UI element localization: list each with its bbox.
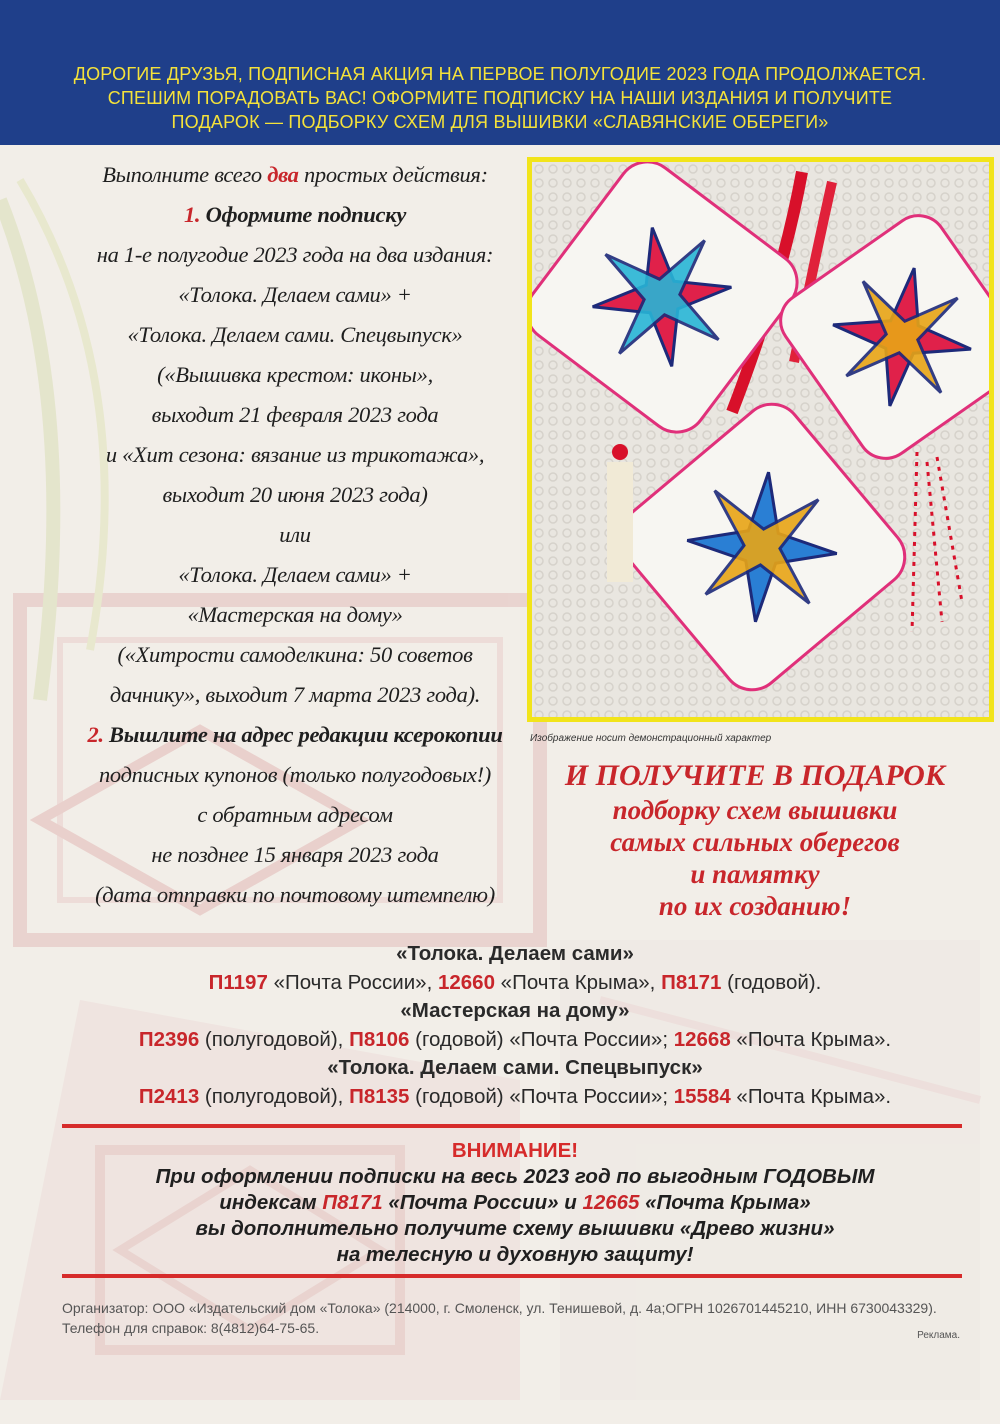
gift-line: самых сильных оберегов	[610, 827, 900, 857]
step-line: на 1-е полугодие 2023 года на два издания:	[96, 242, 494, 267]
step-line: или	[279, 522, 311, 547]
step-line: не позднее 15 января 2023 года	[151, 842, 439, 867]
index-code: 12668	[673, 1027, 731, 1051]
index-code: 12665	[582, 1191, 640, 1214]
header-text	[60, 62, 940, 134]
divider-bottom	[62, 1274, 962, 1278]
index-line	[40, 1026, 990, 1055]
attention-line: вы дополнительно получите схему вышивки «Древо жизни»	[195, 1217, 835, 1240]
index-code: П8135	[349, 1084, 410, 1108]
index-code: П8106	[349, 1027, 410, 1051]
step1-title: Оформите подписку	[200, 202, 407, 227]
step-line: дачнику», выходит 7 марта 2023 года).	[109, 682, 481, 707]
gift-line: по их созданию!	[658, 891, 852, 921]
steps-intro-text: Выполните всего	[102, 162, 268, 187]
index-text: «Почта России»,	[267, 970, 438, 994]
index-line	[40, 1083, 990, 1112]
step-line: и «Хит сезона: вязание из трикотажа»,	[105, 442, 485, 467]
index-text: «Почта Крыма».	[730, 1027, 892, 1051]
step-line: с обратным адресом	[197, 802, 393, 827]
embroidered-amulets-image	[532, 162, 989, 717]
index-code: 12660	[437, 970, 495, 994]
header-line: ПОДАРОК — ПОДБОРКУ СХЕМ ДЛЯ ВЫШИВКИ «СЛАВЯНСКИЕ ОБЕРЕГИ»	[171, 112, 829, 132]
attention-block	[60, 1138, 970, 1268]
attention-text: индексам	[219, 1191, 323, 1214]
header-banner	[0, 0, 1000, 145]
index-line	[40, 969, 990, 998]
attention-line: При оформлении подписки на весь 2023 год по выгодным ГОДОВЫМ	[155, 1165, 875, 1188]
steps-intro-highlight: два	[267, 162, 299, 187]
step1-heading	[55, 195, 535, 235]
index-code: 15584	[673, 1084, 731, 1108]
index-code: П8171	[661, 970, 722, 994]
step-line: (дата отправки по почтовому штемпелю)	[95, 882, 495, 907]
attention-text: «Почта России» и	[382, 1191, 583, 1214]
index-code: П2396	[138, 1027, 200, 1051]
step2-heading	[55, 715, 535, 755]
index-code: П1197	[208, 970, 268, 994]
photo-caption: Изображение носит демонстрационный характер	[530, 733, 772, 744]
organizer-info: Организатор: ООО «Издательский дом «Толока» (214000, г. Смоленск, ул. Тенишевой, д. 4а;ОГРН 1026701445210, ИНН 6730043329). Телефон для справок: 8(4812)64-75-65.	[62, 1300, 937, 1336]
index-text: (полугодовой),	[199, 1084, 350, 1108]
divider-top	[62, 1124, 962, 1128]
steps-block	[55, 155, 535, 915]
index-text: (годовой).	[721, 970, 822, 994]
step-line: «Толока. Делаем сами. Спецвыпуск»	[127, 322, 463, 347]
header-line: СПЕШИМ ПОРАДОВАТЬ ВАС! ОФОРМИТЕ ПОДПИСКУ НА НАШИ ИЗДАНИЯ И ПОЛУЧИТЕ	[107, 88, 893, 108]
steps-intro-text: простых действия:	[298, 162, 488, 187]
index-code: П8171	[322, 1191, 383, 1214]
index-text: «Почта Крыма».	[730, 1084, 892, 1108]
step1-number: 1.	[183, 202, 201, 227]
gift-line: подборку схем вышивки	[612, 795, 898, 825]
magazine-title: «Толока. Делаем сами»	[396, 942, 634, 965]
attention-heading: ВНИМАНИЕ!	[451, 1139, 579, 1162]
attention-text: «Почта Крыма»	[639, 1191, 811, 1214]
step2-number: 2.	[87, 722, 104, 747]
attention-line: на телесную и духовную защиту!	[336, 1243, 694, 1266]
magazine-title: «Мастерская на дому»	[400, 999, 630, 1022]
gift-block	[540, 758, 970, 922]
step-line: выходит 21 февраля 2023 года	[151, 402, 439, 427]
step-line: «Толока. Делаем сами» +	[178, 282, 412, 307]
step-line: («Вышивка крестом: иконы»,	[157, 362, 433, 387]
step-line: выходит 20 июня 2023 года)	[162, 482, 428, 507]
step-line: «Мастерская на дому»	[187, 602, 403, 627]
index-text: «Почта Крыма»,	[494, 970, 662, 994]
index-code: П2413	[138, 1084, 200, 1108]
subscription-indexes	[40, 940, 990, 1111]
step2-title: Вышлите на адрес редакции ксерокопии	[103, 722, 503, 747]
gift-title: И ПОЛУЧИТЕ В ПОДАРОК	[564, 759, 946, 792]
index-text: (полугодовой),	[199, 1027, 350, 1051]
index-text: (годовой) «Почта России»;	[409, 1027, 674, 1051]
amulet-photo	[527, 157, 994, 722]
step-line: («Хитрости самоделкина: 50 советов	[117, 642, 473, 667]
step-line: «Толока. Делаем сами» +	[178, 562, 412, 587]
index-text: (годовой) «Почта России»;	[409, 1084, 674, 1108]
steps-intro	[55, 155, 535, 195]
ad-label: Реклама.	[917, 1330, 960, 1341]
magazine-title: «Толока. Делаем сами. Спецвыпуск»	[327, 1056, 703, 1079]
gift-line: и памятку	[690, 859, 820, 889]
attention-line	[60, 1190, 970, 1216]
step-line: подписных купонов (только полугодовых!)	[98, 762, 491, 787]
header-line: ДОРОГИЕ ДРУЗЬЯ, ПОДПИСНАЯ АКЦИЯ НА ПЕРВОЕ ПОЛУГОДИЕ 2023 ГОДА ПРОДОЛЖАЕТСЯ.	[73, 64, 927, 84]
